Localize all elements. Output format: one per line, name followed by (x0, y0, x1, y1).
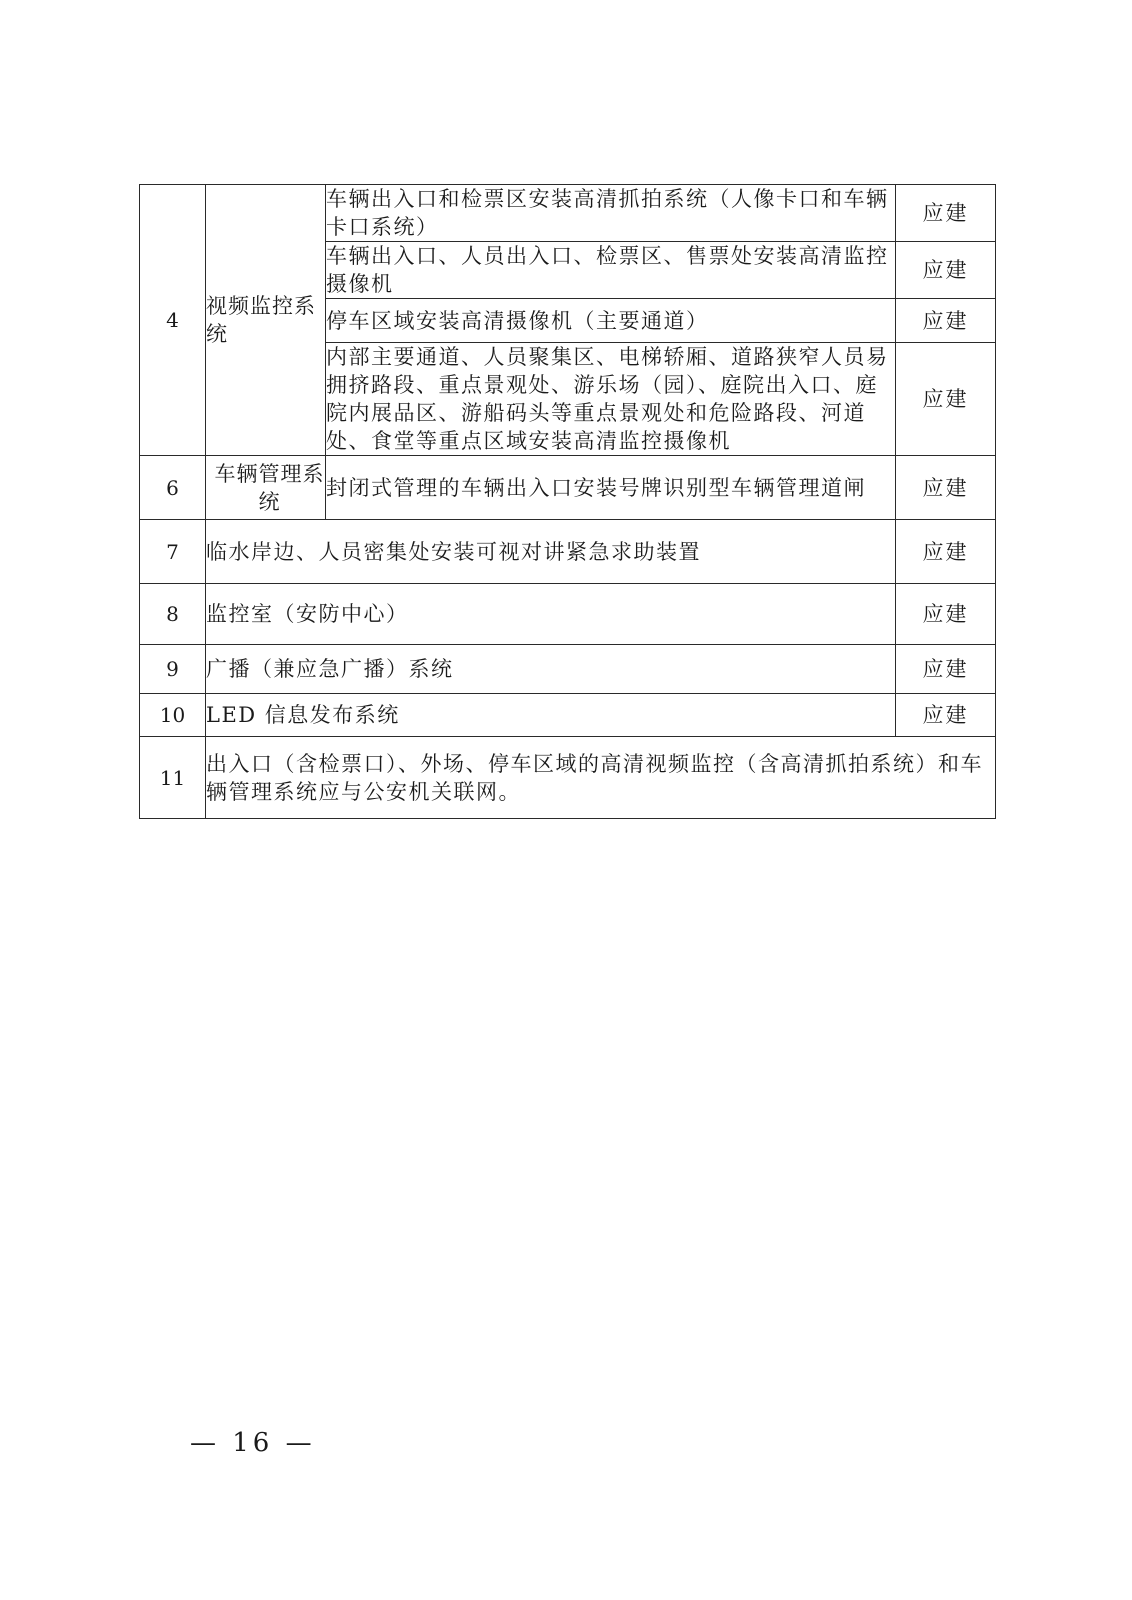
requirement-cell: 应建 (896, 242, 996, 299)
security-requirements-table (139, 184, 996, 819)
category-cell: 车辆管理系统 (206, 456, 326, 520)
row-number: 4 (140, 185, 206, 456)
row-number: 7 (140, 520, 206, 584)
description-cell: 车辆出入口和检票区安装高清抓拍系统（人像卡口和车辆卡口系统） (326, 185, 896, 242)
requirement-cell: 应建 (896, 456, 996, 520)
row-number: 8 (140, 584, 206, 645)
description-cell: 车辆出入口、人员出入口、检票区、售票处安装高清监控摄像机 (326, 242, 896, 299)
table-row (140, 645, 996, 694)
description-cell: 监控室（安防中心） (206, 584, 896, 645)
description-cell: 停车区域安装高清摄像机（主要通道） (326, 299, 896, 343)
requirement-cell: 应建 (896, 299, 996, 343)
requirement-cell: 应建 (896, 584, 996, 645)
requirement-cell: 应建 (896, 185, 996, 242)
row-number: 6 (140, 456, 206, 520)
description-cell: 内部主要通道、人员聚集区、电梯轿厢、道路狭窄人员易拥挤路段、重点景观处、游乐场（园）、庭院出入口、庭院内展品区、游船码头等重点景观处和危险路段、河道处、食堂等重点区域安装高清监控摄像机 (326, 343, 896, 456)
table-row (140, 520, 996, 584)
description-cell: 出入口（含检票口）、外场、停车区域的高清视频监控（含高清抓拍系统）和车辆管理系统应与公安机关联网。 (206, 737, 996, 819)
row-number: 9 (140, 645, 206, 694)
table-row (140, 456, 996, 520)
description-cell: 临水岸边、人员密集处安装可视对讲紧急求助装置 (206, 520, 896, 584)
requirement-cell: 应建 (896, 343, 996, 456)
description-cell: 广播（兼应急广播）系统 (206, 645, 896, 694)
requirement-cell: 应建 (896, 645, 996, 694)
page-number: — 16 — (190, 1428, 316, 1458)
table-row (140, 584, 996, 645)
category-cell: 视频监控系统 (206, 185, 326, 456)
requirement-cell: 应建 (896, 520, 996, 584)
table-row (140, 694, 996, 737)
row-number: 11 (140, 737, 206, 819)
description-cell: LED 信息发布系统 (206, 694, 896, 737)
requirement-cell: 应建 (896, 694, 996, 737)
table-row (140, 185, 996, 242)
description-cell: 封闭式管理的车辆出入口安装号牌识别型车辆管理道闸 (326, 456, 896, 520)
table-row (140, 737, 996, 819)
row-number: 10 (140, 694, 206, 737)
